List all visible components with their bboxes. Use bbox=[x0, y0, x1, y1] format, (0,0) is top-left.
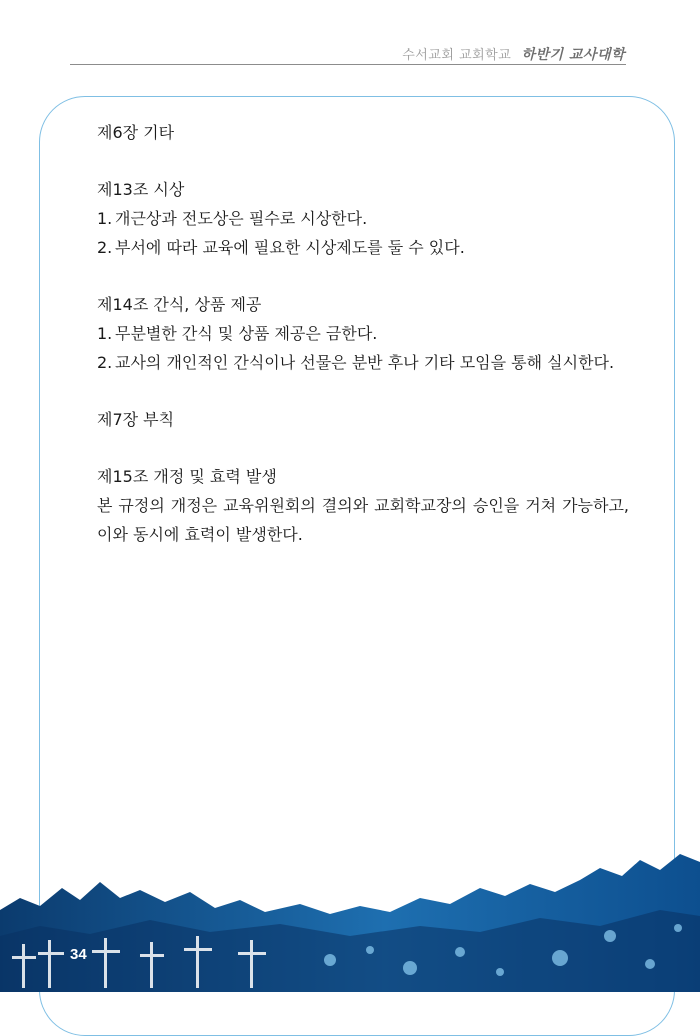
document-body bbox=[97, 118, 629, 549]
item-number: 1. bbox=[97, 209, 113, 228]
chapter-7 bbox=[97, 405, 629, 434]
article-15 bbox=[97, 462, 629, 549]
item-text: 교사의 개인적인 간식이나 선물은 분반 후나 기타 모임을 통해 실시한다. bbox=[115, 353, 615, 372]
footer-splash-art bbox=[0, 840, 700, 992]
article-13-title: 제13조 시상 bbox=[97, 180, 185, 199]
article-15-body bbox=[97, 491, 629, 549]
list-item bbox=[97, 204, 629, 233]
page-number: 34 bbox=[70, 946, 87, 963]
page-header bbox=[70, 44, 625, 66]
item-number: 1. bbox=[97, 324, 113, 343]
header-title: 하반기 교사대학 bbox=[521, 47, 625, 63]
item-number: 2. bbox=[97, 353, 113, 372]
article-14-title: 제14조 간식, 상품 제공 bbox=[97, 295, 262, 314]
item-number: 2. bbox=[97, 238, 113, 257]
item-text: 개근상과 전도상은 필수로 시상한다. bbox=[115, 209, 368, 228]
item-text: 무분별한 간식 및 상품 제공은 금한다. bbox=[115, 324, 378, 343]
list-item bbox=[97, 348, 629, 377]
article-14 bbox=[97, 290, 629, 377]
article-15-title: 제15조 개정 및 효력 발생 bbox=[97, 467, 277, 486]
list-item bbox=[97, 233, 629, 262]
chapter-7-heading: 제7장 부칙 bbox=[97, 410, 175, 429]
header-divider bbox=[70, 64, 626, 65]
item-text: 부서에 따라 교육에 필요한 시상제도를 둘 수 있다. bbox=[115, 238, 465, 257]
article-13 bbox=[97, 175, 629, 262]
header-subtitle: 수서교회 교회학교 bbox=[402, 48, 512, 63]
chapter-6-heading: 제6장 기타 bbox=[97, 123, 175, 142]
list-item bbox=[97, 319, 629, 348]
article-15-text: 본 규정의 개정은 교육위원회의 결의와 교회학교장의 승인을 거쳐 가능하고, 이와 동시에 효력이 발생한다. bbox=[97, 496, 629, 544]
